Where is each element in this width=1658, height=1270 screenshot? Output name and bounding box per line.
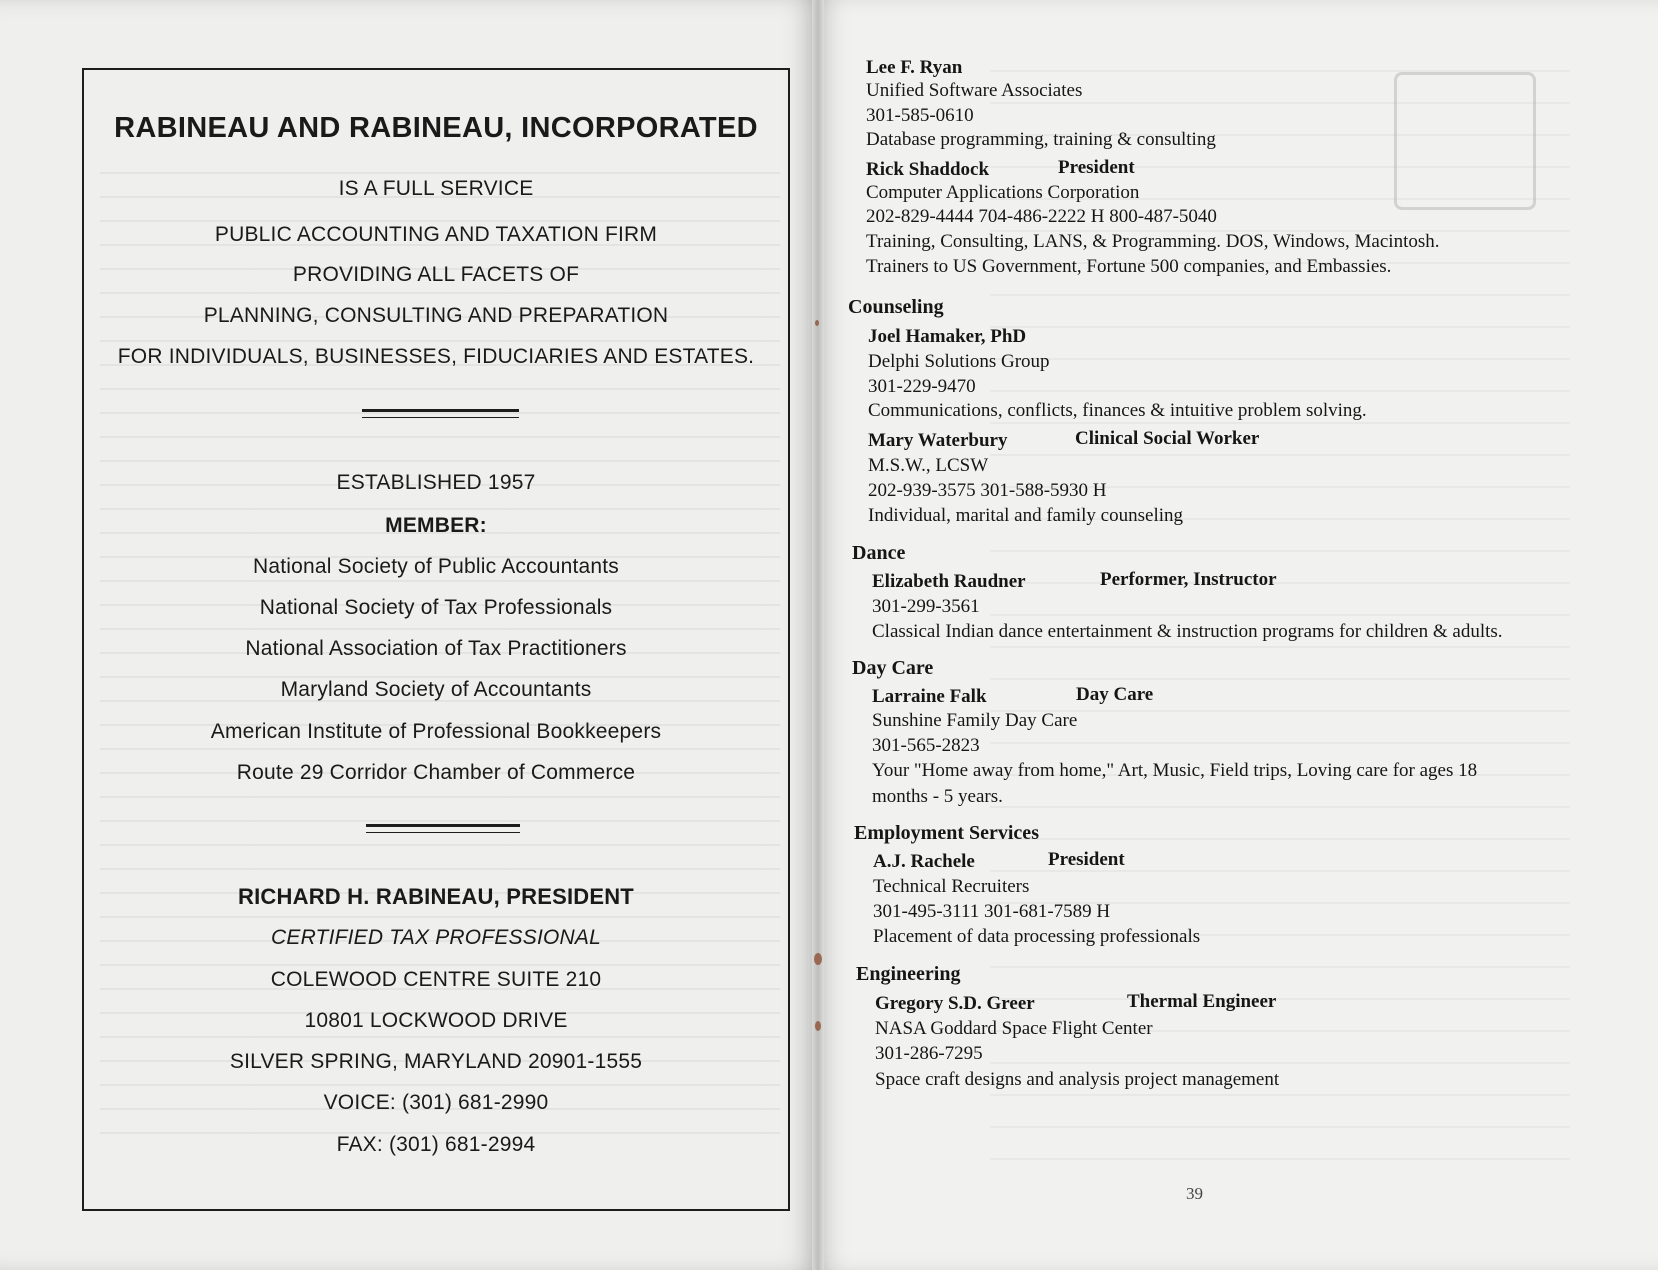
category-heading: Counseling [848,296,944,318]
page-number: 39 [1186,1184,1203,1203]
entry-company: Delphi Solutions Group [868,351,1050,372]
category-heading: Day Care [852,657,934,679]
entry-phone: 301-299-3561 [872,596,980,617]
address-line: SILVER SPRING, MARYLAND 20901-1555 [229,1050,643,1073]
advertisement-box [82,68,790,1211]
entry-name: Rick Shaddock [866,159,990,180]
entry-description: Individual, marital and family counseling [868,505,1184,526]
entry-title: Clinical Social Worker [1075,428,1260,449]
address-line: 10801 LOCKWOOD DRIVE [304,1009,568,1032]
entry-title: Thermal Engineer [1127,991,1277,1012]
entry-name: Gregory S.D. Greer [875,993,1035,1014]
entry-company: M.S.W., LCSW [868,455,989,476]
entry-title: Day Care [1076,684,1154,705]
member-item: National Society of Public Accountants [253,555,619,578]
entry-name: Larraine Falk [872,686,987,707]
entry-name: Mary Waterbury [868,430,1008,451]
entry-description: Training, Consulting, LANS, & Programming. DOS, Windows, Macintosh. [866,231,1440,252]
entry-description: Communications, conflicts, finances & intuitive problem solving. [868,400,1367,421]
entry-phone: 301-286-7295 [875,1043,983,1064]
entry-phone: 301-565-2823 [872,735,980,756]
voice-phone: VOICE: (301) 681-2990 [323,1091,549,1114]
entry-title: Performer, Instructor [1100,569,1277,590]
entry-description: Database programming, training & consulting [866,129,1216,150]
book-gutter [812,0,824,1270]
member-item: National Society of Tax Professionals [259,596,613,619]
ad-line-5: FOR INDIVIDUALS, BUSINESSES, FIDUCIARIES AND ESTATES. [117,345,755,368]
entry-company: Computer Applications Corporation [866,182,1140,203]
category-heading: Dance [852,542,906,564]
entry-description: Trainers to US Government, Fortune 500 companies, and Embassies. [866,256,1392,277]
entry-company: Technical Recruiters [873,876,1030,897]
entry-title: President [1058,157,1135,178]
stain-mark [815,1021,821,1031]
entry-phone: 301-495-3111 301-681-7589 H [873,901,1111,922]
member-item: Maryland Society of Accountants [280,678,592,701]
entry-description: Classical Indian dance entertainment & instruction programs for children & adults. [872,621,1503,642]
entry-name: Lee F. Ryan [866,57,963,78]
entry-phone: 301-585-0610 [866,105,974,126]
entry-name: A.J. Rachele [873,851,975,872]
fax-number: FAX: (301) 681-2994 [336,1133,536,1156]
entry-description: Space craft designs and analysis project management [875,1069,1280,1090]
entry-phone: 301-229-9470 [868,376,976,397]
ad-line-4: PLANNING, CONSULTING AND PREPARATION [203,304,669,327]
entry-description: Placement of data processing professionals [873,926,1201,947]
member-heading: MEMBER: [385,514,487,537]
entry-company: NASA Goddard Space Flight Center [875,1018,1153,1039]
entry-company: Unified Software Associates [866,80,1083,101]
president-name: RICHARD H. RABINEAU, PRESIDENT [238,884,634,909]
bleed-through-stamp [1394,72,1536,210]
member-item: American Institute of Professional Bookkeepers [210,720,662,743]
entry-name: Elizabeth Raudner [872,571,1026,592]
credential: CERTIFIED TAX PROFESSIONAL [271,926,601,949]
member-item: National Association of Tax Practitioners [245,637,627,660]
address-line: COLEWOOD CENTRE SUITE 210 [270,968,602,991]
ad-line-1: IS A FULL SERVICE [338,177,534,200]
entry-name: Joel Hamaker, PhD [868,326,1027,347]
category-heading: Employment Services [854,822,1039,844]
member-item: Route 29 Corridor Chamber of Commerce [236,761,636,784]
stain-mark [814,953,822,965]
entry-title: President [1048,849,1125,870]
entry-phone: 202-829-4444 704-486-2222 H 800-487-5040 [866,206,1217,227]
stain-mark [815,320,819,326]
divider-rule [366,824,520,833]
company-name: RABINEAU AND RABINEAU, INCORPORATED [114,112,758,144]
entry-phone: 202-939-3575 301-588-5930 H [868,480,1107,501]
divider-rule [362,409,519,418]
entry-description: months - 5 years. [872,786,1003,807]
entry-company: Sunshine Family Day Care [872,710,1078,731]
established: ESTABLISHED 1957 [336,471,536,494]
entry-description: Your "Home away from home," Art, Music, Field trips, Loving care for ages 18 [872,760,1478,781]
ad-line-2: PUBLIC ACCOUNTING AND TAXATION FIRM [214,223,658,246]
category-heading: Engineering [856,963,961,985]
ad-line-3: PROVIDING ALL FACETS OF [292,263,580,286]
